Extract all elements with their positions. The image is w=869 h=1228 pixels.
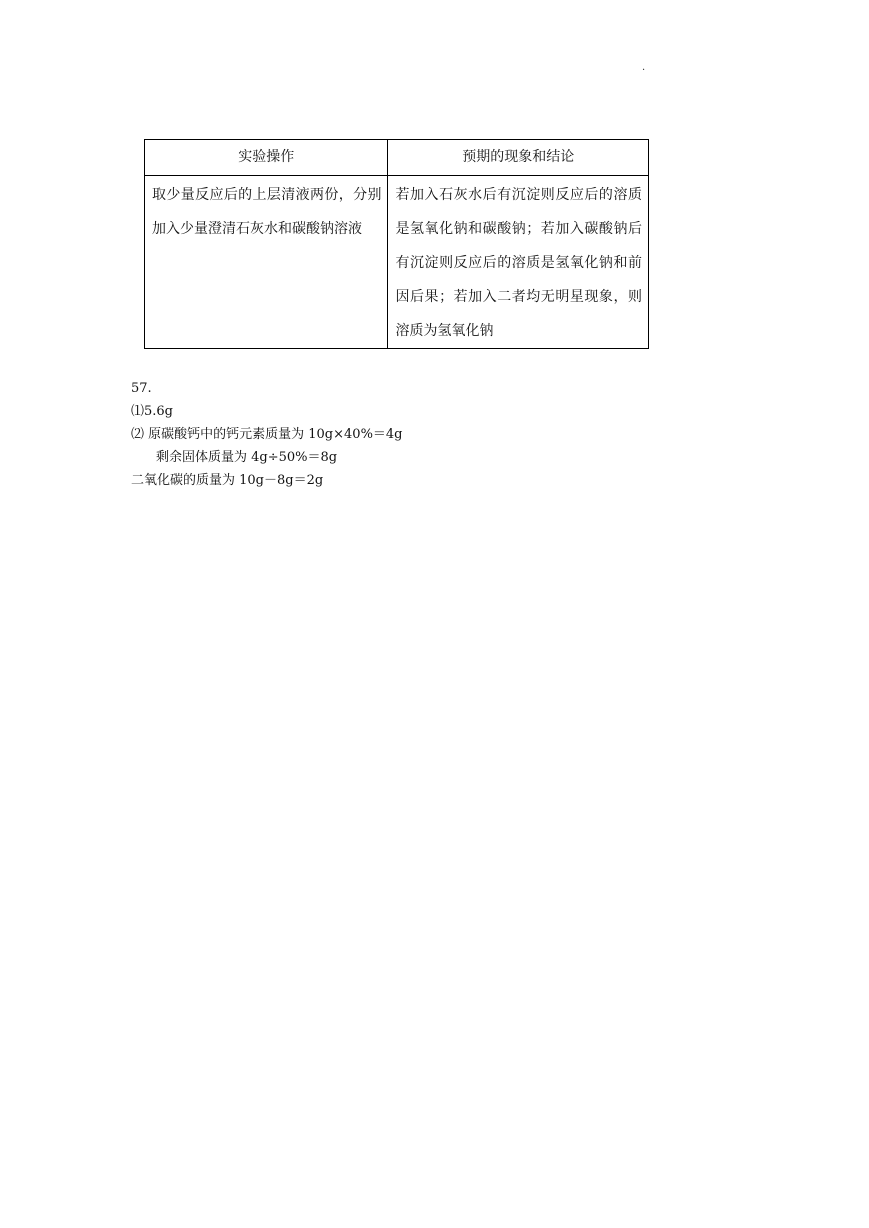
table-header-row	[145, 140, 649, 176]
operation-text: 取少量反应后的上层清液两份，分别加入少量澄清石灰水和碳酸钠溶液	[152, 187, 382, 237]
experiment-table	[144, 139, 649, 349]
header-operation: 实验操作	[145, 140, 388, 176]
question-number: 57.	[131, 381, 152, 396]
answer-part2-line2: 剩余固体质量为 4g÷50%＝8g	[156, 450, 338, 465]
answer-part1: ⑴5.6g	[131, 404, 173, 419]
page-mark: ·	[642, 65, 646, 76]
cell-operation	[145, 176, 388, 349]
answer-part2-line1: ⑵ 原碳酸钙中的钙元素质量为 10g×40%＝4g	[131, 427, 403, 442]
answer-part2-line3: 二氧化碳的质量为 10g－8g＝2g	[131, 473, 324, 488]
header-expected-result: 预期的现象和结论	[388, 140, 649, 176]
table-row	[145, 176, 649, 349]
result-text: 若加入石灰水后有沉淀则反应后的溶质是氢氧化钠和碳酸钠；若加入碳酸钠后有沉淀则反应后的溶质是氢氧化钠和前因后果；若加入二者均无明星现象，则溶质为氢氧化钠	[395, 187, 642, 339]
cell-result	[388, 176, 649, 349]
